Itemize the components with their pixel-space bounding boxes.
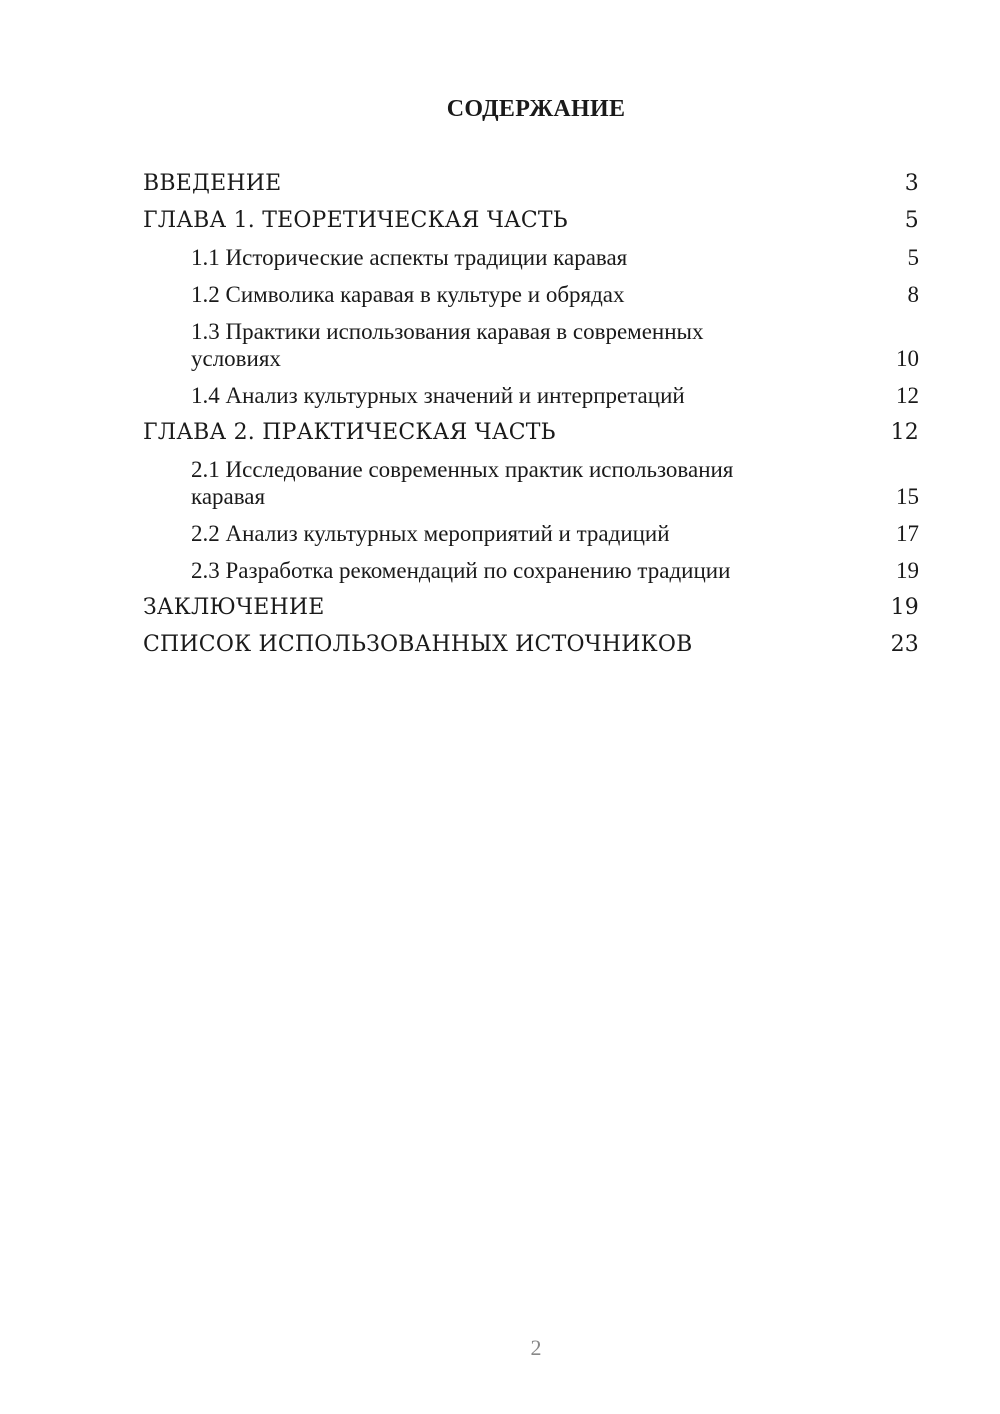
toc-entry-chapter-1[interactable] (143, 207, 919, 234)
toc-entry-page: 19 (896, 558, 919, 583)
toc-entry-page: 15 (896, 484, 919, 509)
toc-entry-label: ВВЕДЕНИЕ (143, 171, 282, 196)
toc-entry-label: 2.1 Исследование современных практик использования каравая (191, 457, 734, 509)
toc-entry-label: ГЛАВА 1. ТЕОРЕТИЧЕСКАЯ ЧАСТЬ (143, 208, 568, 233)
toc-entry-page: 5 (907, 245, 919, 270)
toc-entry-section-2-2[interactable] (143, 520, 919, 547)
toc-entry-section-2-1[interactable] (143, 456, 919, 510)
toc-entry-section-1-3[interactable] (143, 318, 919, 372)
toc-entry-conclusion[interactable] (143, 594, 919, 621)
toc-entry-chapter-2[interactable] (143, 419, 919, 446)
toc-entry-label: 1.1 Исторические аспекты традиции каравая (191, 245, 628, 270)
page-number: 2 (530, 1335, 542, 1360)
toc-entry-section-2-3[interactable] (143, 557, 919, 584)
toc-entry-label: СПИСОК ИСПОЛЬЗОВАННЫХ ИСТОЧНИКОВ (143, 632, 693, 657)
toc-entry-label: 1.2 Символика каравая в культуре и обрядах (191, 282, 625, 307)
toc-entry-page: 10 (896, 346, 919, 371)
toc-entry-page: 19 (890, 595, 919, 620)
toc-entry-page: 12 (890, 420, 919, 445)
toc-entry-section-1-4[interactable] (143, 382, 919, 409)
toc-entry-references[interactable] (143, 631, 919, 658)
toc-entry-page: 17 (896, 521, 919, 546)
toc-entry-label: 1.3 Практики использования каравая в современных условиях (191, 319, 704, 371)
toc-entry-page: 12 (896, 383, 919, 408)
toc-entry-introduction[interactable] (143, 170, 919, 197)
toc-entry-page: 8 (907, 282, 919, 307)
toc-entry-page: 3 (904, 171, 919, 196)
toc-entry-label: ЗАКЛЮЧЕНИЕ (143, 595, 325, 620)
toc-entry-label: 1.4 Анализ культурных значений и интерпретаций (191, 383, 685, 408)
toc-entry-label: 2.2 Анализ культурных мероприятий и традиций (191, 521, 670, 546)
page-title: СОДЕРЖАНИЕ (446, 96, 626, 122)
toc-entry-page: 23 (890, 632, 919, 657)
toc-entry-label: 2.3 Разработка рекомендаций по сохранению традиции (191, 558, 731, 583)
toc-entry-label: ГЛАВА 2. ПРАКТИЧЕСКАЯ ЧАСТЬ (143, 420, 556, 445)
table-of-contents (143, 170, 919, 668)
toc-entry-page: 5 (904, 208, 919, 233)
toc-entry-section-1-1[interactable] (143, 244, 919, 271)
toc-entry-section-1-2[interactable] (143, 281, 919, 308)
